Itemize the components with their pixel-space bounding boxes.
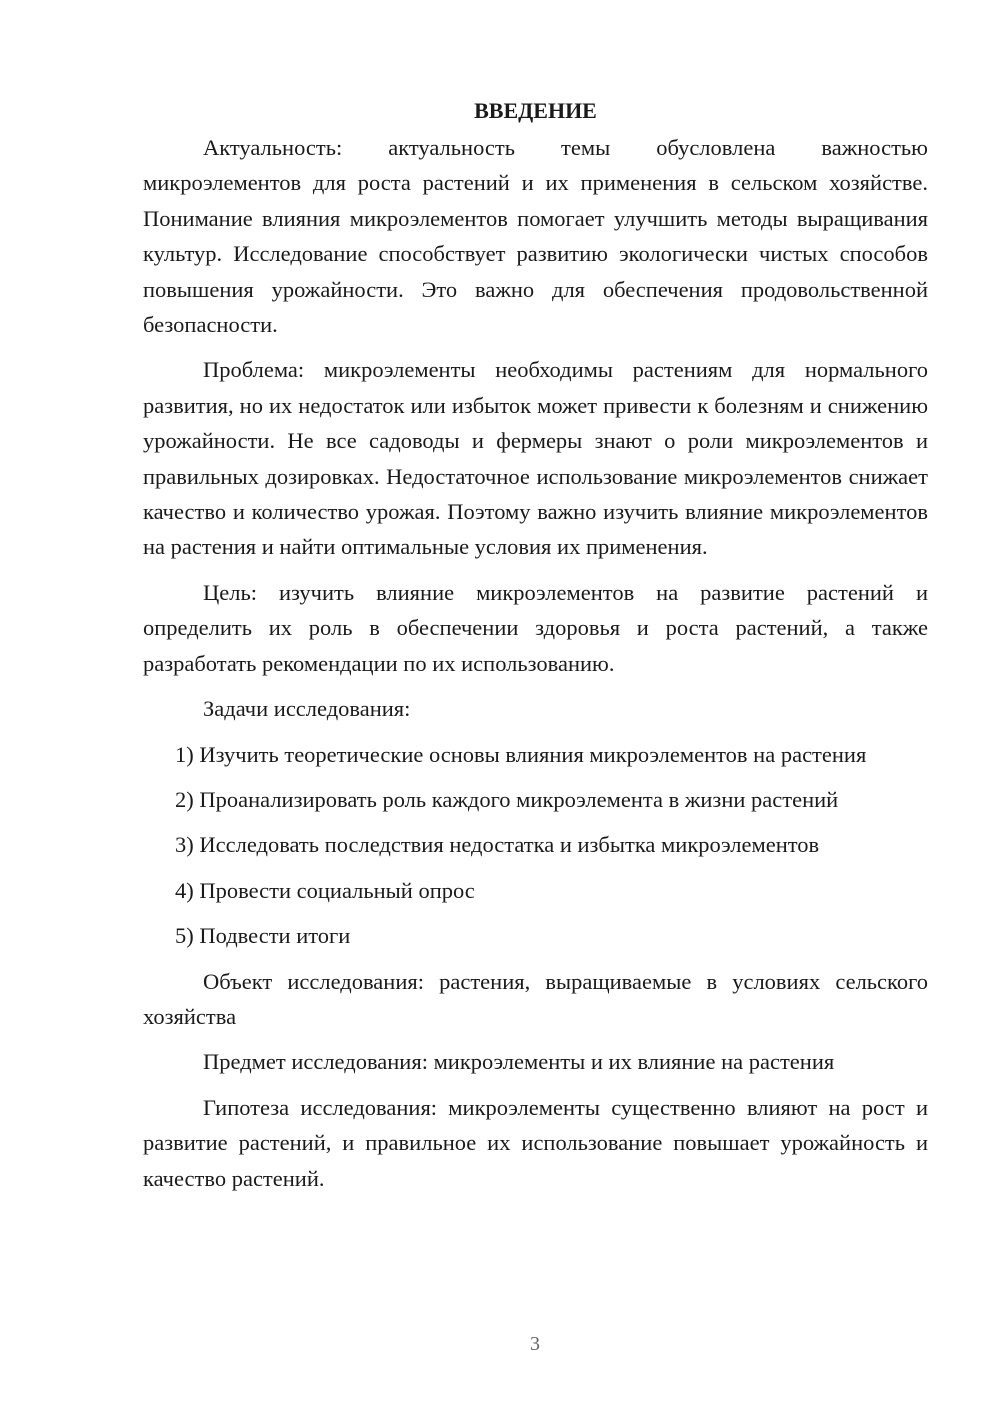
tasks-heading: Задачи исследования: xyxy=(203,696,411,722)
task-item-3: 3) Исследовать последствия недостатка и избытка микроэлементов xyxy=(175,832,820,858)
paragraph-subject: Предмет исследования: микроэлементы и их влияние на растения xyxy=(203,1049,835,1075)
page-number: 3 xyxy=(530,1333,540,1355)
paragraph-hypothesis: Гипотеза исследования: микроэлементы существенно влияют на рост и развитие растений, и правильное их использование повышает урожайность и качество растений. xyxy=(143,1094,928,1191)
task-item-5: 5) Подвести итоги xyxy=(175,923,351,949)
paragraph-relevance: Актуальность: актуальность темы обусловлена важностью микроэлементов для роста растений и их применения в сельском хозяйстве. Понимание влияния микроэлементов помогает улучшить методы выращивания культур. Исследование способствует развитию экологически чистых способов повышения урожайности. Это важно для обеспечения продовольственной безопасности. xyxy=(143,135,928,338)
paragraph-object: Объект исследования: растения, выращиваемые в условиях сельского хозяйства xyxy=(143,968,928,1029)
section-title: ВВЕДЕНИЕ xyxy=(474,98,597,123)
paragraph-problem: Проблема: микроэлементы необходимы растениям для нормального развития, но их недостаток или избыток может привести к болезням и снижению урожайности. Не все садоводы и фермеры знают о роли микроэлементов и правильных дозировках. Недостаточное использование микроэлементов снижает качество и количество урожая. Поэтому важно изучить влияние микроэлементов на растения и найти оптимальные условия их применения. xyxy=(143,357,928,560)
task-item-4: 4) Провести социальный опрос xyxy=(175,877,475,903)
task-item-2: 2) Проанализировать роль каждого микроэлемента в жизни растений xyxy=(175,786,839,812)
task-item-1: 1) Изучить теоретические основы влияния микроэлементов на растения xyxy=(175,741,867,767)
paragraph-goal: Цель: изучить влияние микроэлементов на развитие растений и определить их роль в обеспечении здоровья и роста растений, а также разработать рекомендации по их использованию. xyxy=(143,579,928,676)
